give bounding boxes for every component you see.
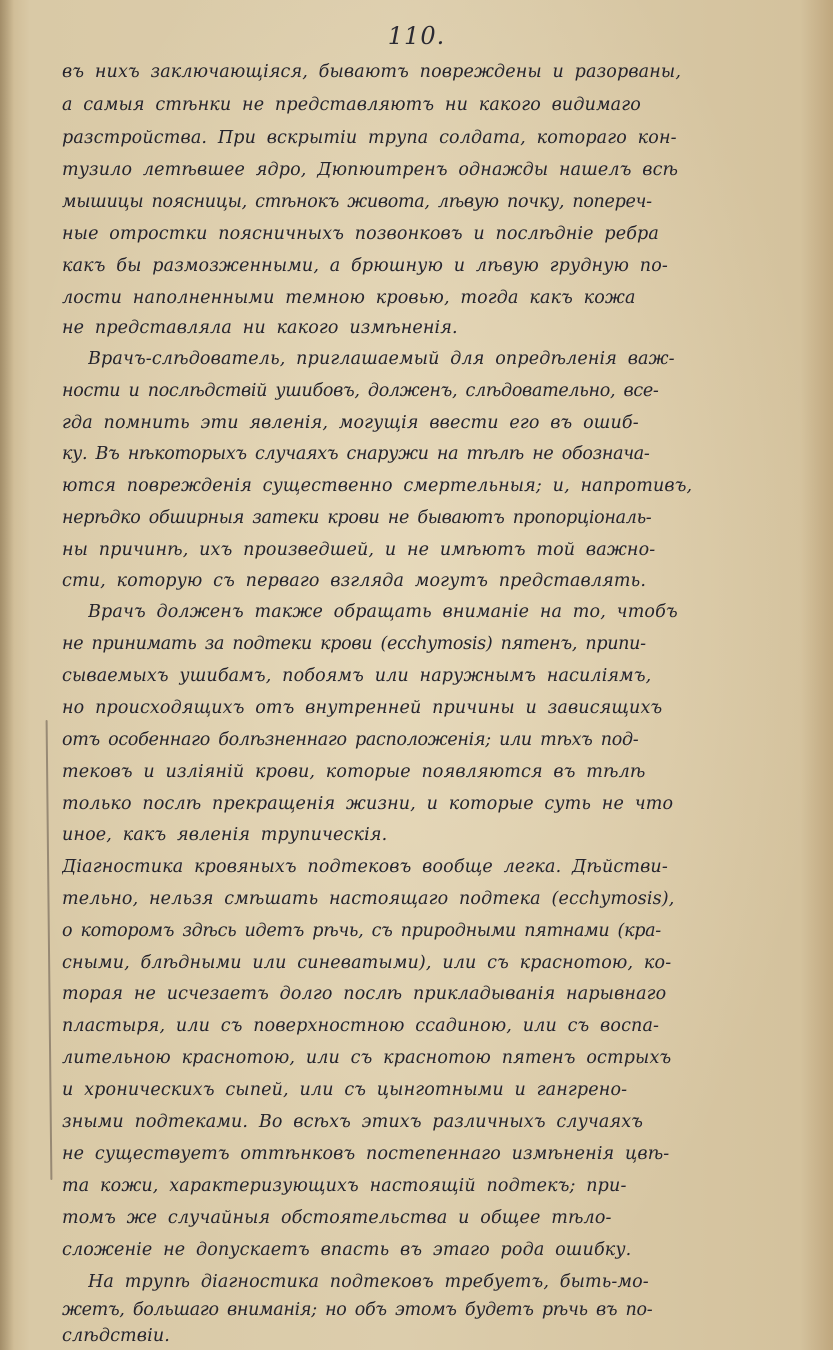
text-line: въ нихъ заключающіяся, бываютъ повреждены и разорваны, bbox=[62, 62, 682, 82]
text-line: сными, блѣдными или синеватыми), или съ краснотою, ко- bbox=[62, 953, 672, 973]
text-line: нерѣдко обширныя затеки крови не бываютъ пропорціональ- bbox=[62, 508, 652, 528]
text-line: тековъ и изліяній крови, которые появляются въ тѣлѣ bbox=[62, 762, 646, 782]
text-line: сываемыхъ ушибамъ, побоямъ или наружнымъ насиліямъ, bbox=[62, 666, 652, 686]
text-line: отъ особеннаго болѣзненнаго расположенія; или тѣхъ под- bbox=[62, 730, 639, 750]
text-line: мышицы поясницы, стѣнокъ живота, лѣвую почку, попереч- bbox=[62, 192, 652, 212]
text-line: а самыя стѣнки не представляютъ ни какого видимаго bbox=[62, 95, 641, 115]
text-line: только послѣ прекращенія жизни, и которые суть не что bbox=[62, 794, 674, 814]
text-line: какъ бы размозженными, а брюшную и лѣвую грудную по- bbox=[62, 256, 668, 276]
text-line: сложеніе не допускаетъ впасть въ этаго рода ошибку. bbox=[62, 1240, 632, 1260]
text-line: и хроническихъ сыпей, или съ цынготными и гангрено- bbox=[62, 1080, 628, 1100]
text-line: На трупѣ діагностика подтековъ требуетъ, быть-мо- bbox=[88, 1272, 649, 1292]
text-line: зными подтеками. Во всѣхъ этихъ различныхъ случаяхъ bbox=[62, 1112, 644, 1132]
text-line: торая не исчезаетъ долго послѣ прикладыванія нарывнаго bbox=[62, 984, 667, 1004]
text-line: ности и послѣдствій ушибовъ, долженъ, слѣдовательно, все- bbox=[62, 381, 659, 401]
text-line: тельно, нельзя смѣшать настоящаго подтека (ecchymosis), bbox=[62, 889, 675, 909]
text-line: о которомъ здѣсь идетъ рѣчь, съ природными пятнами (кра- bbox=[62, 921, 661, 941]
text-line: ны причинѣ, ихъ произведшей, и не имѣютъ той важно- bbox=[62, 540, 656, 560]
text-line: но происходящихъ отъ внутренней причины и зависящихъ bbox=[62, 698, 663, 718]
text-line: Діагностика кровяныхъ подтековъ вообще легка. Дѣйстви- bbox=[62, 857, 668, 877]
margin-pencil-line bbox=[46, 720, 53, 1180]
text-line: слѣдствіи. bbox=[62, 1326, 170, 1346]
text-line: ку. Въ нѣкоторыхъ случаяхъ снаружи на тѣлѣ не обознача- bbox=[62, 444, 650, 464]
page-number: 110. bbox=[387, 22, 446, 50]
text-line: ются поврежденія существенно смертельныя; и, напротивъ, bbox=[62, 476, 693, 496]
text-line: ные отростки поясничныхъ позвонковъ и послѣдніе ребра bbox=[62, 224, 659, 244]
text-line: жетъ, большаго вниманія; но объ этомъ будетъ рѣчь въ по- bbox=[62, 1300, 653, 1320]
text-line: не существуетъ оттѣнковъ постепеннаго измѣненія цвѣ- bbox=[62, 1144, 670, 1164]
text-line: пластыря, или съ поверхностною ссадиною, или съ воспа- bbox=[62, 1016, 660, 1036]
binding-shadow bbox=[0, 0, 14, 1350]
text-line: Врачъ-слѣдователь, приглашаемый для опредѣленія важ- bbox=[88, 349, 675, 369]
text-line: не принимать за подтеки крови (ecchymosis) пятенъ, припи- bbox=[62, 634, 646, 654]
text-line: томъ же случайныя обстоятельства и общее тѣло- bbox=[62, 1208, 612, 1228]
text-line: тузило летѣвшее ядро, Дюпюитренъ однажды нашелъ всѣ bbox=[62, 160, 679, 180]
text-line: Врачъ долженъ также обращать вниманіе на то, чтобъ bbox=[88, 602, 678, 622]
text-line: лости наполненными темною кровью, тогда какъ кожа bbox=[62, 288, 636, 308]
text-line: иное, какъ явленія трупическія. bbox=[62, 825, 388, 845]
text-line: гда помнить эти явленія, могущія ввести его въ ошиб- bbox=[62, 413, 639, 433]
text-line: лительною краснотою, или съ краснотою пятенъ острыхъ bbox=[62, 1048, 672, 1068]
text-line: разстройства. При вскрытіи трупа солдата, котораго кон- bbox=[62, 128, 677, 148]
text-line: та кожи, характеризующихъ настоящій подтекъ; при- bbox=[62, 1176, 627, 1196]
text-line: не представляла ни какого измѣненія. bbox=[62, 318, 458, 338]
text-line: сти, которую съ перваго взгляда могутъ представлять. bbox=[62, 571, 647, 591]
